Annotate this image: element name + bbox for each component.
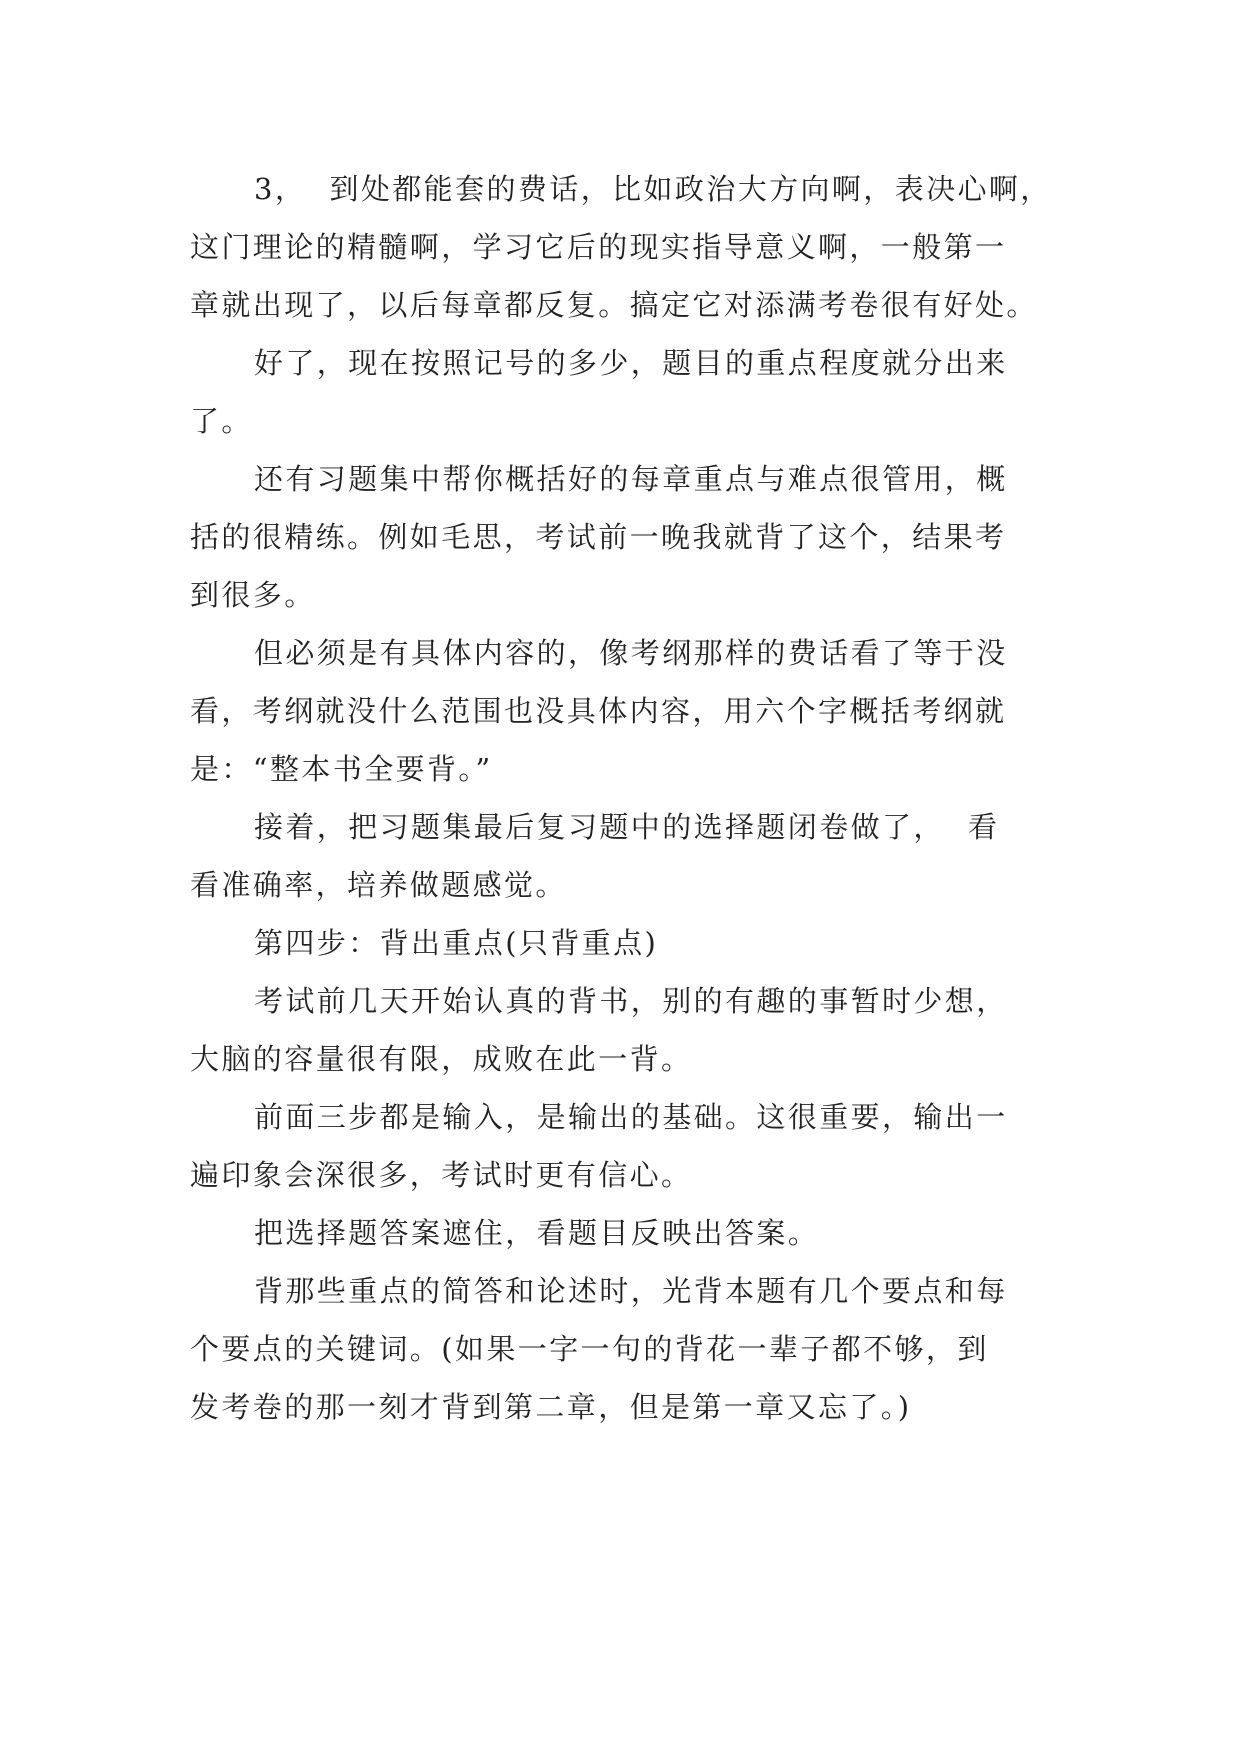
paragraph-line: 好了，现在按照记号的多少，题目的重点程度就分出来 <box>254 346 1008 380</box>
paragraph-line: 到很多。 <box>190 578 316 612</box>
paragraph-line: 但必须是有具体内容的，像考纲那样的费话看了等于没 <box>254 636 1008 670</box>
paragraph-line: 把选择题答案遮住，看题目反映出答案。 <box>254 1216 820 1250</box>
paragraph-line: 背那些重点的简答和论述时，光背本题有几个要点和每 <box>254 1274 1008 1308</box>
paragraph-line: 章就出现了，以后每章都反复。搞定它对添满考卷很有好处。 <box>190 288 1038 322</box>
paragraph-8 <box>190 1204 1050 1262</box>
paragraph-line: 发考卷的那一刻才背到第二章，但是第一章又忘了。) <box>190 1390 912 1424</box>
paragraph-line: 前面三步都是输入，是输出的基础。这很重要，输出一 <box>254 1100 1008 1134</box>
paragraph-line: 第四步：背出重点(只背重点) <box>254 926 659 960</box>
paragraph-line: 看，考纲就没什么范围也没具体内容，用六个字概括考纲就 <box>190 694 1007 728</box>
paragraph-4 <box>190 624 1050 798</box>
paragraph-line: 大脑的容量很有限，成败在此一背。 <box>190 1042 693 1076</box>
paragraph-line: 是：“整本书全要背。” <box>190 752 493 786</box>
paragraph-9 <box>190 1262 1050 1436</box>
paragraph-line: 个要点的关键词。(如果一字一句的背花一辈子都不够，到 <box>190 1332 989 1366</box>
section-heading-step-4 <box>190 914 1050 972</box>
paragraph-5 <box>190 798 1050 914</box>
paragraph-1 <box>190 160 1050 334</box>
paragraph-7 <box>190 1088 1050 1204</box>
paragraph-line: 遍印象会深很多，考试时更有信心。 <box>190 1158 693 1192</box>
paragraph-2 <box>190 334 1050 450</box>
paragraph-line: 看准确率，培养做题感觉。 <box>190 868 567 902</box>
paragraph-line: 了。 <box>190 404 253 438</box>
paragraph-3 <box>190 450 1050 624</box>
paragraph-line: 3， 到处都能套的费话，比如政治大方向啊，表决心啊， <box>254 172 1052 206</box>
paragraph-line: 括的很精练。例如毛思，考试前一晚我就背了这个，结果考 <box>190 520 1007 554</box>
paragraph-line: 接着，把习题集最后复习题中的选择题闭卷做了， 看 <box>254 810 1000 844</box>
document-body <box>190 160 1050 1436</box>
paragraph-6 <box>190 972 1050 1088</box>
paragraph-line: 还有习题集中帮你概括好的每章重点与难点很管用，概 <box>254 462 1008 496</box>
paragraph-line: 考试前几天开始认真的背书，别的有趣的事暂时少想， <box>254 984 1008 1018</box>
paragraph-line: 这门理论的精髓啊，学习它后的现实指导意义啊，一般第一 <box>190 230 1007 264</box>
